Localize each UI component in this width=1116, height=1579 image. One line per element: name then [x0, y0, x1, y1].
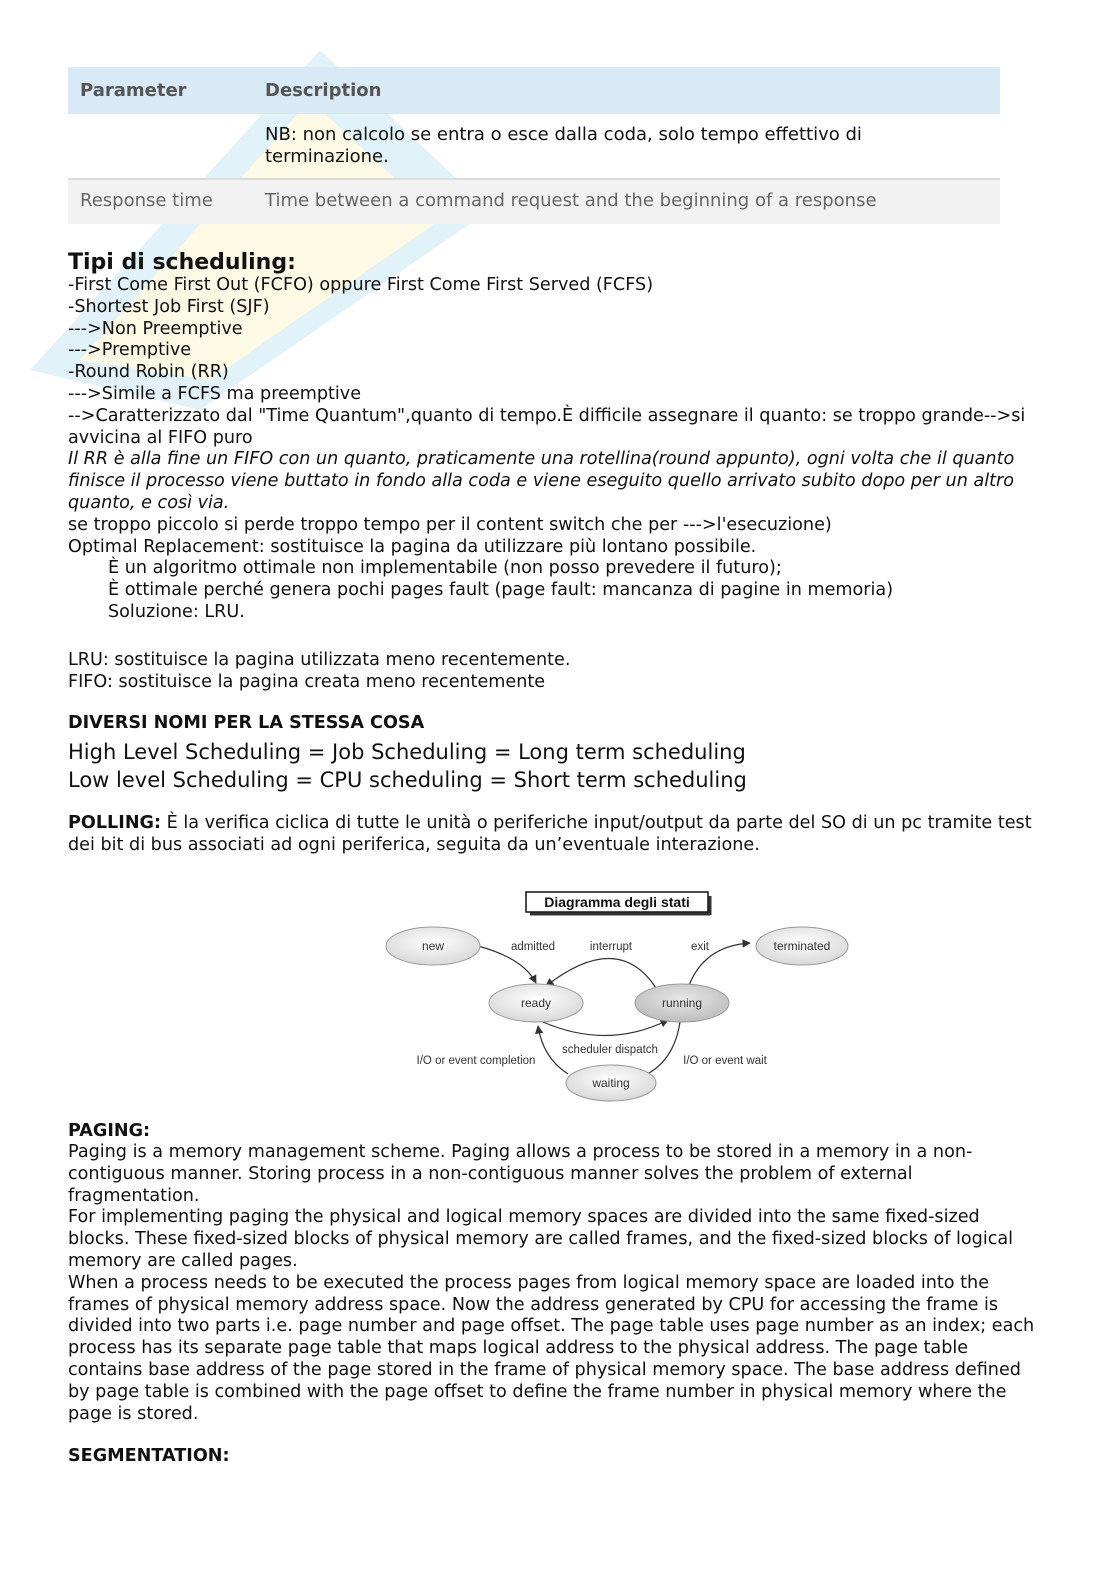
state-terminated-label: terminated [773, 939, 831, 953]
arrow-dispatch [543, 1020, 668, 1036]
scheduling-line: -Round Robin (RR) [68, 362, 229, 383]
column-header-description: Description [253, 67, 1000, 114]
state-terminated-box [756, 927, 848, 965]
label-dispatch: scheduler dispatch [562, 1044, 658, 1056]
state-ready-label: ready [520, 996, 552, 1010]
scheduling-line: --->Non Preemptive [68, 318, 243, 339]
names-heading: DIVERSI NOMI PER LA STESSA COSA [68, 713, 425, 733]
table-row [68, 114, 1000, 180]
fifo-line: FIFO: sostituisce la pagina creata meno recentemente [68, 671, 546, 692]
state-new-label: new [421, 939, 445, 953]
label-exit: exit [691, 941, 709, 953]
quantum-description: -->Caratterizzato dal "Time Quantum",quanto di tempo.È difficile assegnare il quanto: se troppo grande-->si avvicina al FIFO puro [68, 405, 1026, 448]
scheduling-line: --->Simile a FCFS ma preemptive [68, 383, 362, 404]
state-running-label: running [661, 996, 703, 1010]
polling-label: POLLING: [68, 813, 162, 833]
paging-heading: PAGING: [68, 1121, 151, 1141]
table-cell-description: NB: non calcolo se entra o esce dalla coda, solo tempo effettivo di terminazione. [253, 114, 1000, 180]
table-cell-parameter: Response time [68, 179, 253, 224]
label-io-completion: I/O or event completion [416, 1055, 536, 1067]
label-interrupt: interrupt [589, 941, 633, 953]
polling-text: È la verifica ciclica di tutte le unità o periferiche input/output da parte del SO di un pc tramite test dei bit di bus associati ad ogni periferica, seguita da un’eventuale interazione. [68, 813, 1032, 855]
quantum-small-note: se troppo piccolo si perde troppo tempo per il content switch che per --->l'esecuzione) [68, 514, 832, 535]
parameter-table [68, 67, 1000, 224]
paging-section [68, 1142, 1043, 1425]
state-new [386, 927, 480, 965]
scheduling-line: --->Premptive [68, 340, 192, 361]
paging-paragraph: For implementing paging the physical and logical memory spaces are divided into the same fixed-sized blocks. These fixed-sized blocks of physical memory are called frames, and the fixed-sized blocks of logical memory are called pages. [68, 1207, 1014, 1271]
scheduling-section [68, 275, 1043, 693]
names-list [68, 738, 747, 794]
state-running [635, 984, 729, 1022]
paging-paragraph: When a process needs to be executed the process pages from logical memory space are loaded into the frames of physical memory address space. Now the address generated by CPU for accessing the frame is divided into two parts i.e. page number and page offset. The page table uses page number as an index; each process has its separate page table that maps logical address to the physical address. The page table contains base address of the page stored in the frame of physical memory space. The base address defined by page table is combined with the page offset to define the frame number in physical memory where the page is stored. [68, 1272, 1035, 1424]
diagram-title: Diagramma degli stati [544, 894, 690, 910]
optimal-replacement: Optimal Replacement: sostituisce la pagina da utilizzare più lontano possibile. [68, 536, 757, 557]
optimal-sub-line: È ottimale perché genera pochi pages fault (page fault: mancanza di pagine in memoria) [108, 580, 894, 601]
segmentation-heading: SEGMENTATION: [68, 1446, 230, 1466]
scheduling-line: -First Come First Out (FCFO) oppure First Come First Served (FCFS) [68, 275, 654, 295]
arrow-interrupt [546, 958, 656, 988]
polling-paragraph [68, 813, 1043, 857]
optimal-sub-line: Soluzione: LRU. [108, 601, 245, 622]
table-cell-parameter [68, 114, 253, 180]
table-cell-description: Time between a command request and the beginning of a response [253, 179, 1000, 224]
state-diagram [318, 888, 831, 1106]
round-robin-note: Il RR è alla fine un FIFO con un quanto, praticamente una rotellina(round appunto), ogni volta che il quanto finisce il processo viene buttato in fondo alla coda e viene eseguito quello arrivato subito dopo per un altro quanto, e così via. [68, 449, 1015, 513]
lru-line: LRU: sostituisce la pagina utilizzata meno recentemente. [68, 649, 571, 670]
names-line: High Level Scheduling = Job Scheduling = Long term scheduling [68, 740, 746, 764]
scheduling-heading: Tipi di scheduling: [68, 250, 296, 275]
state-waiting [566, 1065, 656, 1101]
names-line: Low level Scheduling = CPU scheduling = Short term scheduling [68, 768, 747, 792]
table-header-row [68, 67, 1000, 114]
state-waiting-label: waiting [592, 1076, 630, 1090]
optimal-sub-line: È un algoritmo ottimale non implementabile (non posso prevedere il futuro); [108, 558, 782, 579]
column-header-parameter: Parameter [68, 67, 253, 114]
state-ready [489, 984, 583, 1022]
scheduling-line: -Shortest Job First (SJF) [68, 296, 270, 317]
label-io-wait: I/O or event wait [683, 1055, 767, 1067]
table-row [68, 179, 1000, 224]
label-admitted: admitted [510, 941, 556, 953]
paging-paragraph: Paging is a memory management scheme. Paging allows a process to be stored in a memory in a non-contiguous manner. Storing process in a non-contiguous manner solves the problem of external fragmentation. [68, 1142, 973, 1206]
